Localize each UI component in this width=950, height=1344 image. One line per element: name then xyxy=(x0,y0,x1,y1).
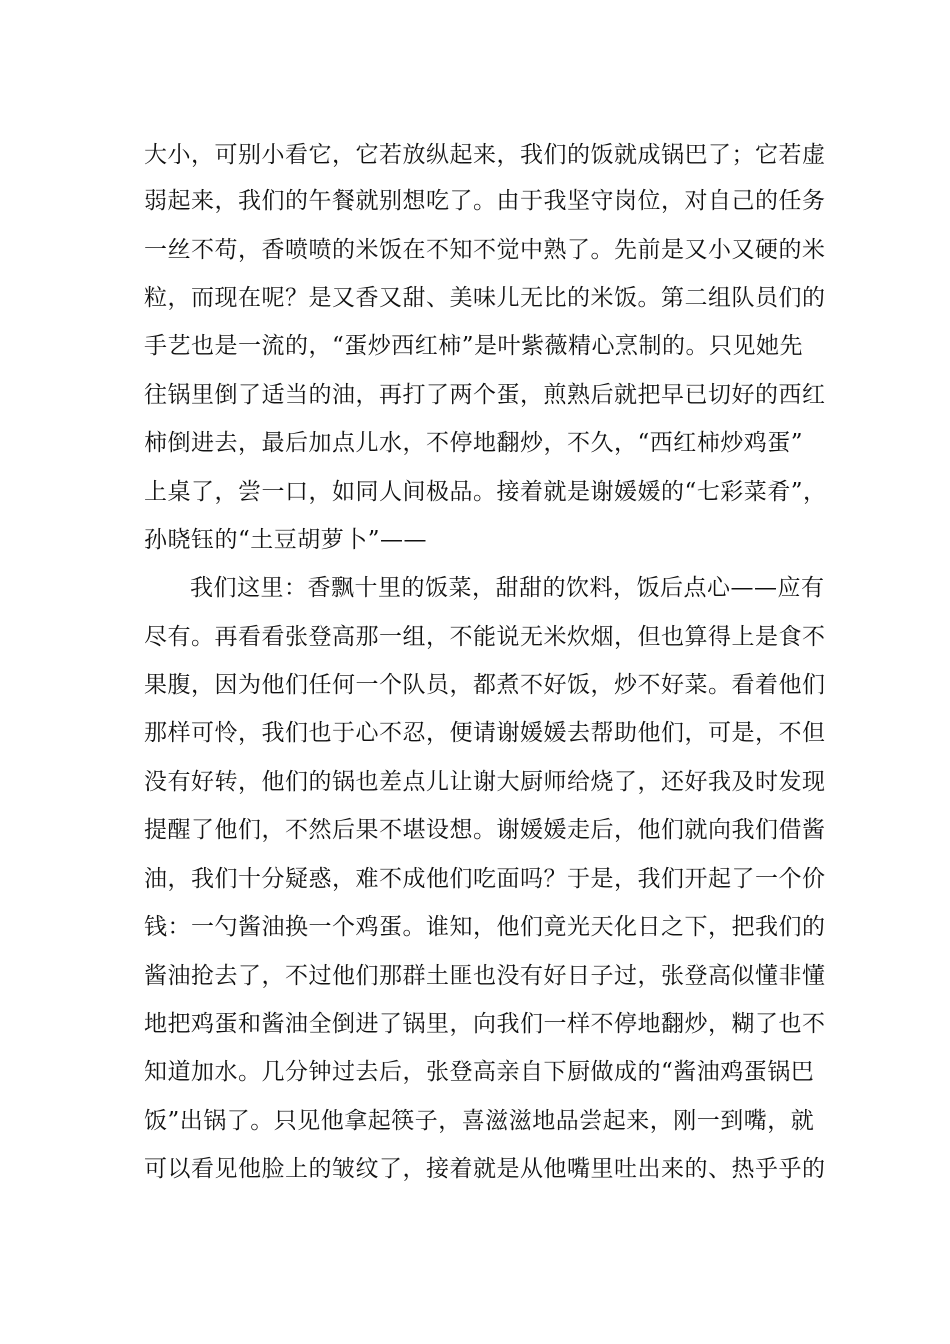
text-line: 粒，而现在呢？是又香又甜、美味儿无比的米饭。第二组队员们的 xyxy=(144,285,826,311)
text-line: 孙晓钰的“土豆胡萝卜”—— xyxy=(144,527,428,553)
text-line: 上桌了，尝一口，如同人间极品。接着就是谢媛媛的“七彩菜肴”， xyxy=(144,479,827,505)
text-line: 没有好转，他们的锅也差点儿让谢大厨师给烧了，还好我及时发现 xyxy=(144,769,826,795)
text-line: 一丝不苟，香喷喷的米饭在不知不觉中熟了。先前是又小又硬的米 xyxy=(144,237,826,263)
text-line: 钱：一勺酱油换一个鸡蛋。谁知，他们竟光天化日之下，把我们的 xyxy=(144,914,826,940)
text-line: 柿倒进去，最后加点儿水，不停地翻炒，不久，“西红柿炒鸡蛋” xyxy=(144,430,804,456)
text-line: 大小，可别小看它，它若放纵起来，我们的饭就成锅巴了；它若虚 xyxy=(144,142,826,168)
text-line: 酱油抢去了，不过他们那群土匪也没有好日子过，张登高似懂非懂 xyxy=(144,963,826,989)
text-line: 尽有。再看看张登高那一组，不能说无米炊烟，但也算得上是食不 xyxy=(144,624,826,650)
text-line: 提醒了他们，不然后果不堪设想。谢媛媛走后，他们就向我们借酱 xyxy=(144,817,826,843)
text-line: 那样可怜，我们也于心不忍，便请谢媛媛去帮助他们，可是，不但 xyxy=(144,720,826,746)
text-line: 往锅里倒了适当的油，再打了两个蛋，煎熟后就把早已切好的西红 xyxy=(144,382,826,408)
text-line: 油，我们十分疑惑，难不成他们吃面吗？于是，我们开起了一个价 xyxy=(144,866,826,892)
text-line: 弱起来，我们的午餐就别想吃了。由于我坚守岗位，对自己的任务 xyxy=(144,188,826,214)
text-line: 我们这里：香飘十里的饭菜，甜甜的饮料，饭后点心——应有 xyxy=(190,575,825,601)
text-line: 手艺也是一流的，“蛋炒西红柿”是叶紫薇精心烹制的。只见她先 xyxy=(144,333,804,359)
text-line: 地把鸡蛋和酱油全倒进了锅里，向我们一样不停地翻炒，糊了也不 xyxy=(144,1011,826,1037)
text-line: 饭”出锅了。只见他拿起筷子，喜滋滋地品尝起来，刚一到嘴，就 xyxy=(144,1108,815,1134)
text-line: 可以看见他脸上的皱纹了，接着就是从他嘴里吐出来的、热乎乎的 xyxy=(144,1156,826,1182)
text-line: 果腹，因为他们任何一个队员，都煮不好饭，炒不好菜。看着他们 xyxy=(144,672,826,698)
text-line: 知道加水。几分钟过去后，张登高亲自下厨做成的“酱油鸡蛋锅巴 xyxy=(144,1059,815,1085)
